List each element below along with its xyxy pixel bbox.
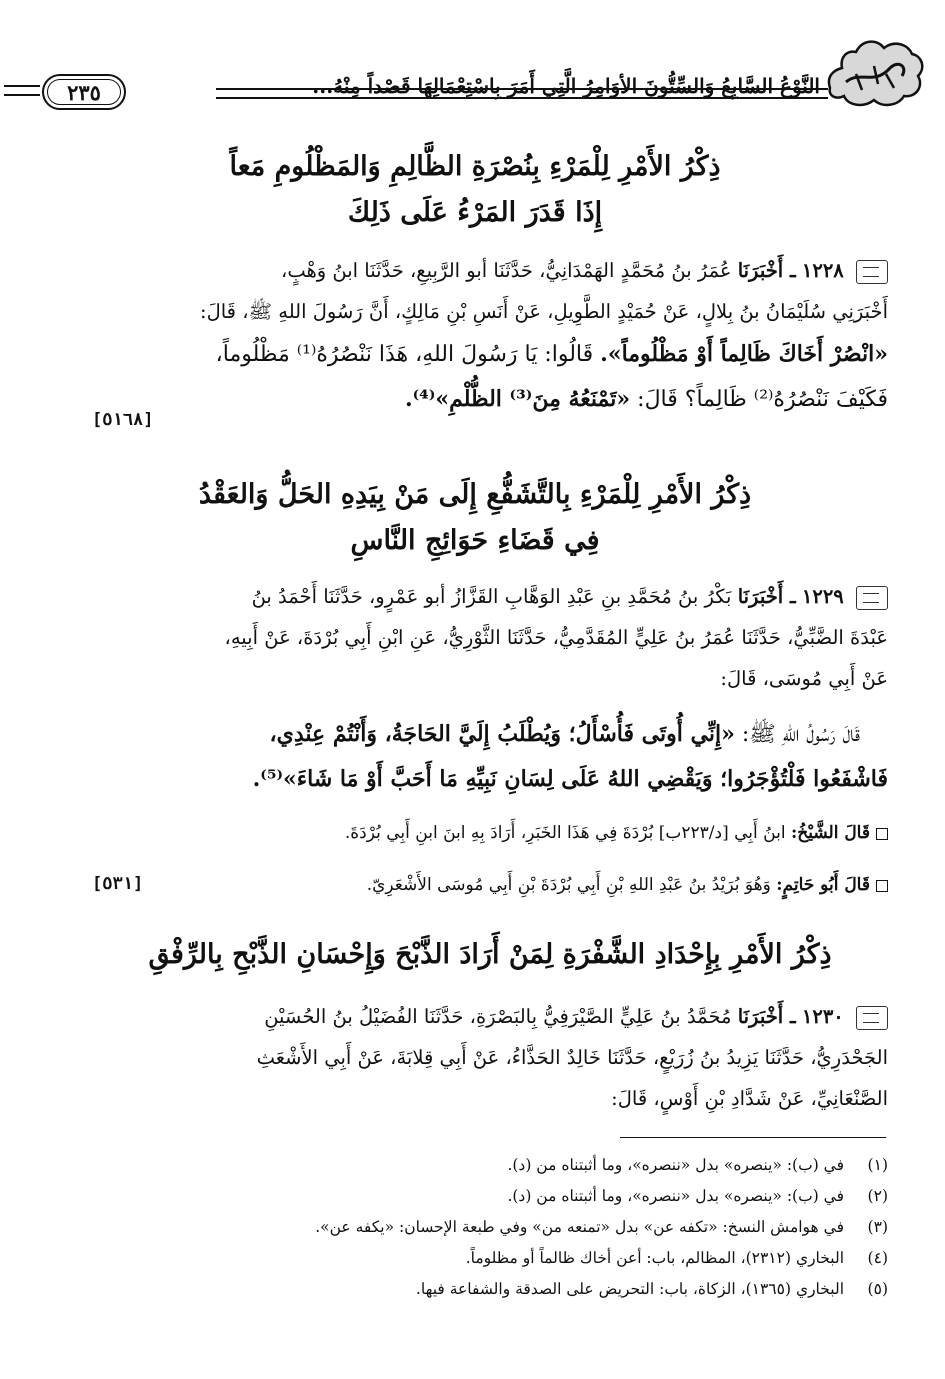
heading-line: ذِكْرُ الأَمْرِ لِلْمَرْءِ بِالتَّشَفُّعِ إِلَى مَنْ بِيَدِهِ الحَلُّ وَالعَقْدُ: [198, 479, 752, 510]
heading-line: فِي قَضَاءِ حَوَائِجِ النَّاسِ: [350, 525, 600, 556]
isnad-line: أَخْبَرَنِي سُلَيْمَانُ بنُ بِلالٍ، عَنْ حُمَيْدٍ الطَّوِيلِ، عَنْ أَنَسِ بْنِ مَالِكٍ، أَنَّ رَسُولَ اللهِ ﷺ، قَالَ:: [200, 300, 888, 323]
footnote: [88, 1181, 888, 1212]
footnotes: [88, 1150, 888, 1305]
footnote: [88, 1274, 888, 1305]
akhbarana: أَخْبَرَنَا: [737, 1005, 784, 1028]
isnad-line: بَكْرُ بنُ مُحَمَّدِ بنِ عَبْدِ الوَهَّابِ القَزَّازُ أبو عَمْرٍو، حَدَّثَنَا أَحْمَدُ بنُ: [251, 585, 732, 608]
isnad-line: عَبْدَةَ الضَّبِّيُّ، حَدَّثَنَا عُمَرُ بنُ عَلِيٍّ المُقَدَّمِيُّ، حَدَّثَنَا الثَّوْرِيُّ، عَنِ ابْنِ أَبِي بُرْدَةَ، عَنْ أَبِيهِ،: [224, 626, 888, 649]
heading-line: ذِكْرُ الأَمْرِ لِلْمَرْءِ بِنُصْرَةِ الظَّالِمِ وَالمَظْلُومِ مَعاً: [229, 151, 721, 182]
isnad-line: عُمَرُ بنُ مُحَمَّدٍ الهَمْدَانِيُّ، حَدَّثَنَا أبو الرَّبِيعِ، حَدَّثَنَا ابنُ وَهْبٍ،: [281, 259, 732, 282]
section-heading-3: [90, 932, 890, 978]
puzzle-piece-icon: [816, 30, 928, 112]
footnote-number: (٣): [867, 1218, 888, 1236]
footnote-number: (٤): [867, 1249, 888, 1267]
page-number-text: ٢٣٥: [67, 79, 101, 105]
akhbarana: أَخْبَرَنَا: [737, 259, 784, 282]
footnote-text: البخاري (٢٣١٢)، المظالم، باب: أعن أخاك ظالماً أو مظلوماً.: [465, 1249, 844, 1267]
page-number: [42, 74, 126, 110]
matn-text: «انْصُرْ أَخَاكَ ظَالِماً أَوْ مَظْلُوماً».: [600, 341, 888, 367]
section-heading-1: [90, 144, 860, 236]
square-bullet-icon: [876, 880, 888, 892]
hadith-number: ١٢٢٩: [801, 585, 844, 608]
hadith-1229-matn: [88, 712, 888, 801]
matn-intro: قَالَ رَسُولُ اللهِ ﷺ:: [741, 722, 860, 747]
square-bullet-icon: [876, 828, 888, 840]
isnad-line: الجَحْدَرِيُّ، حَدَّثَنَا يَزِيدُ بنُ زُرَيْعٍ، حَدَّثَنَا خَالِدٌ الحَذَّاءُ، عَنْ أَبِي قِلابَةَ، عَنْ أَبِي الأَشْعَثِ: [256, 1046, 888, 1069]
akhbarana: أَخْبَرَنَا: [737, 585, 784, 608]
footnote: [88, 1243, 888, 1274]
isnad-line: عَنْ أَبِي مُوسَى، قَالَ:: [720, 667, 888, 690]
heading-line: ذِكْرُ الأَمْرِ بِإِحْدَادِ الشَّفْرَةِ لِمَنْ أَرَادَ الذَّبْحَ وَإِحْسَانِ الذَّبْحِ بِالرِّفْقِ: [148, 939, 832, 970]
note-label: قَالَ أَبُو حَاتِمٍ:: [776, 875, 870, 895]
heading-line: إِذَا قَدَرَ المَرْءُ عَلَى ذَلِكَ: [347, 197, 603, 228]
hadith-1228: ١٢٢٨ ـ أَخْبَرَنَا عُمَرُ بنُ مُحَمَّدٍ الهَمْدَانِيُّ، حَدَّثَنَا أبو الرَّبِيعِ، حَدَّثَنَا ابنُ وَهْبٍ، أَخْبَرَنِي سُلَيْمَانُ بنُ بِلالٍ، عَنْ حُمَيْدٍ الطَّوِيلِ، عَنْ أَنَسِ بْنِ مَالِكٍ، أَنَّ رَسُولَ اللهِ ﷺ، قَالَ: «انْصُرْ أَخَاكَ ظَالِماً أَوْ مَظْلُوماً». قَالُوا: يَا رَسُولَ اللهِ، هَذَا نَنْصُرُهُ⁽¹⁾ مَظْلُوماً، فَكَيْفَ نَنْصُرُهُ⁽²⁾ ظَالِماً؟ قَالَ: «تَمْنَعُهُ مِنَ⁽³⁾ الظُّلْمِ»⁽⁴⁾.: [88, 250, 888, 422]
editor-note-2: [88, 868, 888, 902]
matn-text: «تَمْنَعُهُ مِنَ⁽³⁾ الظُّلْمِ»⁽⁴⁾.: [404, 386, 631, 412]
source-reference: [٥٣١]: [92, 874, 144, 894]
header-rule-left: [4, 85, 40, 96]
note-text: ابنُ أَبِي [د/٢٢٣ب] بُرْدَةَ فِي هَذَا الخَبَرِ، أَرَادَ بِهِ ابنَ ابنِ أَبِي بُرْدَةَ.: [344, 823, 786, 843]
isnad-line: مُحَمَّدُ بنُ عَلِيٍّ الصَّيْرَفِيُّ بِالبَصْرَةِ، حَدَّثَنَا الفُضَيْلُ بنُ الحُسَيْنِ: [264, 1005, 732, 1028]
footnote-number: (٢): [867, 1187, 888, 1205]
matn-text: «إِنِّي أُوتَى فَأُسْأَلُ؛ وَيُطْلَبُ إِلَيَّ الحَاجَةُ، وَأَنْتُمْ عِنْدِي،: [269, 721, 735, 747]
hadith-number: ١٢٢٨: [801, 259, 844, 282]
editor-note-1: [88, 816, 888, 850]
hadith-number: ١٢٣٠: [801, 1005, 844, 1028]
note-label: قَالَ الشَّيْخُ:: [790, 823, 870, 843]
hadith-1230: ١٢٣٠ ـ أَخْبَرَنَا مُحَمَّدُ بنُ عَلِيٍّ الصَّيْرَفِيُّ بِالبَصْرَةِ، حَدَّثَنَا الفُضَيْلُ بنُ الحُسَيْنِ الجَحْدَرِيُّ، حَدَّثَنَا يَزِيدُ بنُ زُرَيْعٍ، حَدَّثَنَا خَالِدٌ الحَذَّاءُ، عَنْ أَبِي قِلابَةَ، عَنْ أَبِي الأَشْعَثِ الصَّنْعَانِيِّ، عَنْ شَدَّادِ بْنِ أَوْسٍ، قَالَ:: [88, 996, 888, 1119]
hadith-marker-icon: [856, 586, 888, 610]
header-rule-main: [216, 88, 828, 99]
footnote: [88, 1212, 888, 1243]
source-reference: [٥١٦٨]: [92, 410, 154, 430]
footnote-separator: [620, 1137, 886, 1138]
footnote-number: (٥): [867, 1280, 888, 1298]
matn-text: فَاشْفَعُوا فَلْتُؤْجَرُوا؛ وَيَقْضِي اللهُ عَلَى لِسَانِ نَبِيِّهِ مَا أَحَبَّ أَوْ مَا شَاءَ»⁽⁵⁾.: [252, 766, 888, 792]
matn-continuation: قَالُوا: يَا رَسُولَ اللهِ، هَذَا نَنْصُرُهُ⁽¹⁾ مَظْلُوماً،: [215, 342, 594, 367]
footnote-number: (١): [867, 1156, 888, 1174]
running-title: النَّوْعُ السَّابِعُ وَالسِّتُّونَ الأوَامِرُ الَّتِي أَمَرَ بِاسْتِعْمَالِهَا قَصْداً مِنْهُ...: [312, 74, 820, 98]
hadith-marker-icon: [856, 260, 888, 284]
isnad-line: الصَّنْعَانِيِّ، عَنْ شَدَّادِ بْنِ أَوْسٍ، قَالَ:: [611, 1087, 888, 1110]
hadith-marker-icon: [856, 1006, 888, 1030]
section-heading-2: [90, 472, 860, 564]
footnote-text: في (ب): «ينصره» بدل «ننصره»، وما أثبتناه من (د).: [507, 1156, 844, 1174]
footnote-text: البخاري (١٣٦٥)، الزكاة، باب: التحريض على الصدقة والشفاعة فيها.: [415, 1280, 844, 1298]
matn-continuation: فَكَيْفَ نَنْصُرُهُ⁽²⁾ ظَالِماً؟ قَالَ:: [637, 387, 888, 412]
hadith-1229: ١٢٢٩ ـ أَخْبَرَنَا بَكْرُ بنُ مُحَمَّدِ بنِ عَبْدِ الوَهَّابِ القَزَّازُ أبو عَمْرٍو، حَدَّثَنَا أَحْمَدُ بنُ عَبْدَةَ الضَّبِّيُّ، حَدَّثَنَا عُمَرُ بنُ عَلِيٍّ المُقَدَّمِيُّ، حَدَّثَنَا الثَّوْرِيُّ، عَنِ ابْنِ أَبِي بُرْدَةَ، عَنْ أَبِيهِ، عَنْ أَبِي مُوسَى، قَالَ:: [88, 576, 888, 699]
footnote-text: في (ب): «ينصره» بدل «ننصره»، وما أثبتناه من (د).: [507, 1187, 844, 1205]
footnote-text: في هوامش النسخ: «تكفه عن» بدل «تمنعه من» وفي طبعة الإحسان: «يكفه عن».: [315, 1218, 844, 1236]
note-text: وَهُوَ بُرَيْدُ بنُ عَبْدِ اللهِ بْنِ أَبِي بُرْدَةَ بْنِ أَبِي مُوسَى الأَشْعَرِيّ.: [366, 875, 771, 895]
footnote: [88, 1150, 888, 1181]
